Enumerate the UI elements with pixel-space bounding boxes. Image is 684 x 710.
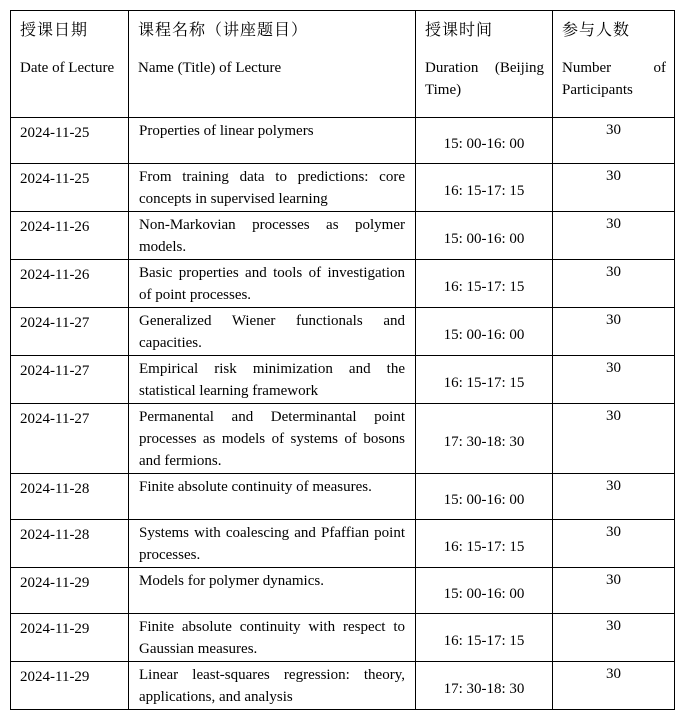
lecture-time-cell: 15: 00-16: 00 xyxy=(416,474,553,520)
participants-count-cell: 30 xyxy=(553,212,675,260)
table-row xyxy=(11,474,675,520)
lecture-time-cell: 16: 15-17: 15 xyxy=(416,260,553,308)
lecture-date-cell: 2024-11-29 xyxy=(11,568,129,614)
lecture-date-cell: 2024-11-27 xyxy=(11,308,129,356)
lecture-date-cell: 2024-11-26 xyxy=(11,260,129,308)
header-date-en: Date of Lecture xyxy=(20,60,115,76)
table-row xyxy=(11,568,675,614)
header-title-column xyxy=(129,11,416,118)
participants-count-cell: 30 xyxy=(553,164,675,212)
header-participants-column xyxy=(553,11,675,118)
lecture-date-cell: 2024-11-25 xyxy=(11,118,129,164)
table-row xyxy=(11,260,675,308)
header-date-column xyxy=(11,11,129,118)
participants-count-cell: 30 xyxy=(553,474,675,520)
lecture-date-cell: 2024-11-28 xyxy=(11,520,129,568)
table-row xyxy=(11,164,675,212)
header-participants-zh: 参与人数 xyxy=(562,22,631,39)
lecture-time-cell: 15: 00-16: 00 xyxy=(416,212,553,260)
table-row xyxy=(11,356,675,404)
lecture-time-cell: 17: 30-18: 30 xyxy=(416,404,553,474)
header-time-zh: 授课时间 xyxy=(425,22,494,39)
lecture-date-cell: 2024-11-25 xyxy=(11,164,129,212)
lecture-date-cell: 2024-11-26 xyxy=(11,212,129,260)
lecture-time-cell: 16: 15-17: 15 xyxy=(416,356,553,404)
table-row xyxy=(11,662,675,710)
lecture-title-cell: Models for polymer dynamics. xyxy=(129,568,416,614)
lecture-time-cell: 16: 15-17: 15 xyxy=(416,614,553,662)
table-row xyxy=(11,308,675,356)
table-row xyxy=(11,404,675,474)
lecture-title-cell: Finite absolute continuity of measures. xyxy=(129,474,416,520)
participants-count-cell: 30 xyxy=(553,614,675,662)
lecture-title-cell: Linear least-squares regression: theory, applications, and analysis xyxy=(129,662,416,710)
lecture-title-cell: Finite absolute continuity with respect to Gaussian measures. xyxy=(129,614,416,662)
lecture-time-cell: 16: 15-17: 15 xyxy=(416,520,553,568)
header-time-en: Duration (Beijing Time) xyxy=(425,60,544,98)
participants-count-cell: 30 xyxy=(553,308,675,356)
lecture-schedule-table xyxy=(10,10,675,710)
participants-count-cell: 30 xyxy=(553,404,675,474)
header-time-column xyxy=(416,11,553,118)
table-row xyxy=(11,212,675,260)
schedule-rows xyxy=(11,118,675,710)
lecture-title-cell: Basic properties and tools of investigation of point processes. xyxy=(129,260,416,308)
lecture-date-cell: 2024-11-29 xyxy=(11,662,129,710)
lecture-time-cell: 17: 30-18: 30 xyxy=(416,662,553,710)
header-participants-en: Number of Participants xyxy=(562,60,666,98)
lecture-title-cell: Empirical risk minimization and the statistical learning framework xyxy=(129,356,416,404)
lecture-title-cell: Generalized Wiener functionals and capacities. xyxy=(129,308,416,356)
lecture-time-cell: 15: 00-16: 00 xyxy=(416,308,553,356)
table-row xyxy=(11,520,675,568)
lecture-time-cell: 15: 00-16: 00 xyxy=(416,118,553,164)
lecture-title-cell: Systems with coalescing and Pfaffian point processes. xyxy=(129,520,416,568)
lecture-title-cell: From training data to predictions: core concepts in supervised learning xyxy=(129,164,416,212)
participants-count-cell: 30 xyxy=(553,662,675,710)
lecture-date-cell: 2024-11-27 xyxy=(11,356,129,404)
participants-count-cell: 30 xyxy=(553,568,675,614)
header-title-zh: 课程名称（讲座题目） xyxy=(138,22,309,39)
lecture-title-cell: Properties of linear polymers xyxy=(129,118,416,164)
header-date-zh: 授课日期 xyxy=(20,22,89,39)
lecture-time-cell: 16: 15-17: 15 xyxy=(416,164,553,212)
lecture-date-cell: 2024-11-28 xyxy=(11,474,129,520)
header-row xyxy=(11,11,675,118)
lecture-title-cell: Permanental and Determinantal point processes as models of systems of bosons and fermions. xyxy=(129,404,416,474)
participants-count-cell: 30 xyxy=(553,260,675,308)
lecture-date-cell: 2024-11-29 xyxy=(11,614,129,662)
participants-count-cell: 30 xyxy=(553,356,675,404)
lecture-date-cell: 2024-11-27 xyxy=(11,404,129,474)
participants-count-cell: 30 xyxy=(553,520,675,568)
participants-count-cell: 30 xyxy=(553,118,675,164)
lecture-title-cell: Non-Markovian processes as polymer models. xyxy=(129,212,416,260)
lecture-time-cell: 15: 00-16: 00 xyxy=(416,568,553,614)
table-row xyxy=(11,118,675,164)
header-title-en: Name (Title) of Lecture xyxy=(138,60,282,76)
table-row xyxy=(11,614,675,662)
